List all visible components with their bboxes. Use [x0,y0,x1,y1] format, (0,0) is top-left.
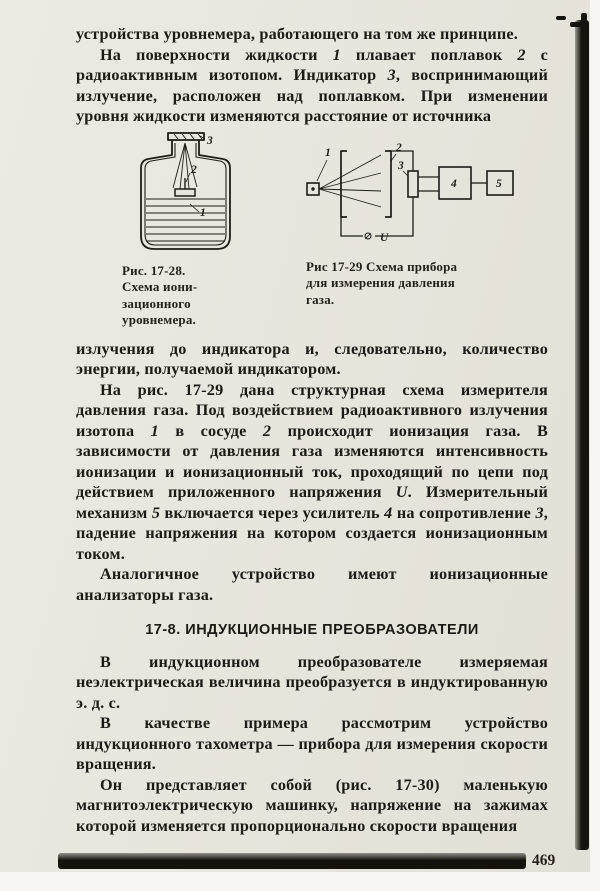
caption-line: газа. [306,291,335,307]
reference-number: 4 [384,503,393,522]
text-segment: излучения до индикатора и, следовательно, количество энергии, получаемой индикатором. [76,339,548,378]
text-segment: В индукционном преобразователе измеряемая неэлектрическая величина преобразуется в индуктированную э. д. с. [76,652,548,712]
text-segment: на сопротивление [392,503,536,522]
figure-label-4: 4 [451,177,457,190]
text-segment: . Измерительный механизм [76,483,548,522]
figure-label-5: 5 [496,177,502,190]
figure-17-28-drawing [128,131,242,259]
text-segment: На поверхности жидкости [100,45,333,64]
page-number: 469 [532,852,556,869]
text-segment: устройства уровнемера, работающего на том же принципе. [76,25,519,43]
figure-label-3: 3 [398,159,404,172]
section-heading: 17-8. ИНДУКЦИОННЫЕ ПРЕОБРАЗОВАТЕЛИ [145,622,479,638]
figure-17-29-caption [306,259,518,309]
figures-row [76,131,548,337]
source-hatch [174,134,202,139]
paragraph [76,713,548,775]
page-content [76,24,548,836]
wire-bottom-right [375,197,413,236]
scan-speck [556,16,566,20]
figure-17-28-caption [122,263,244,329]
text-segment: Он представляет собой (рис. 17-30) маленькую магнитоэлектрическую машинку, напряжение на зажимах которой изменяется пропорционально скорости вращения [76,775,548,835]
caption-line: зационного [122,295,191,311]
text-segment: В качестве примера рассмотрим устройство индукционного тахометра — прибора для измерения скорости вращения. [76,714,548,773]
paragraph [76,45,548,127]
scan-shadow-right [575,20,589,850]
float [175,189,195,196]
paragraph [76,652,548,714]
scan-speck [570,22,584,27]
figure-17-28 [128,131,242,259]
reference-number: 2 [517,45,526,64]
chamber-left-plate [341,151,347,217]
text-segment: , падение напряжения на котором создается ионизационным током. [76,503,548,563]
figure-label-u: U [380,231,389,244]
scan-speck [581,13,587,21]
scan-shadow-bottom [58,853,526,869]
paragraph [76,564,548,605]
reference-number: U [395,483,408,501]
figure-label-3: 3 [207,134,213,147]
figure-17-29 [301,139,523,254]
text-segment: с радиоактивным изотопом. Индикатор [76,45,548,84]
reference-number: 1 [332,45,341,64]
resistor [408,171,418,197]
paragraph [76,380,548,565]
reference-number: 5 [151,503,161,522]
paragraph [76,24,548,45]
text-segment: На рис. 17-29 дана структурная схема измерителя давления газа. Под воздействием радиоактивного излучения изотопа [76,380,548,440]
text-segment: Аналогичное устройство имеют ионизационные анализаторы газа. [76,565,548,604]
paragraph [76,339,548,380]
caption-line: для измерения давления [306,275,455,290]
text-segment: происходит ионизация газа. В зависимости от давления газа изменяются интенсивность ионизации и ионизационный ток, проходящий по цепи под действием приложенного напряжения [76,421,548,501]
chamber-right-plate [385,151,391,217]
reference-number: 2 [262,421,272,440]
figure-label-1: 1 [325,146,331,159]
liquid-lines [146,199,225,241]
figure-label-2: 2 [396,141,402,154]
scan-margin-bottom [0,872,600,891]
wire-bottom-left [341,217,363,236]
reference-number: 1 [150,421,159,440]
reference-number: 3 [535,503,544,522]
radiation-rays [319,155,381,207]
text-segment: плавает поплавок [340,45,518,64]
text-segment: , воспринимающий излучение, расположен над поплавком. При изменении уровня жидкости изменяются расстояние от источника [76,66,548,125]
scan-margin-right [590,0,600,891]
text-segment: включается через усилитель [160,503,385,522]
figure-label-1: 1 [200,206,206,219]
caption-line: Рис 17-29 Схема прибора [306,258,458,274]
caption-line: Схема иони- [122,279,198,294]
source-dot [311,187,314,190]
figure-17-29-drawing [301,139,523,254]
figure-label-2: 2 [191,163,197,176]
reference-number: 3 [387,66,396,84]
paragraph [76,775,548,837]
caption-line: Рис. 17-28. [122,262,186,278]
text-segment: в сосуде [158,421,263,440]
caption-line: уровнемера. [122,312,196,327]
